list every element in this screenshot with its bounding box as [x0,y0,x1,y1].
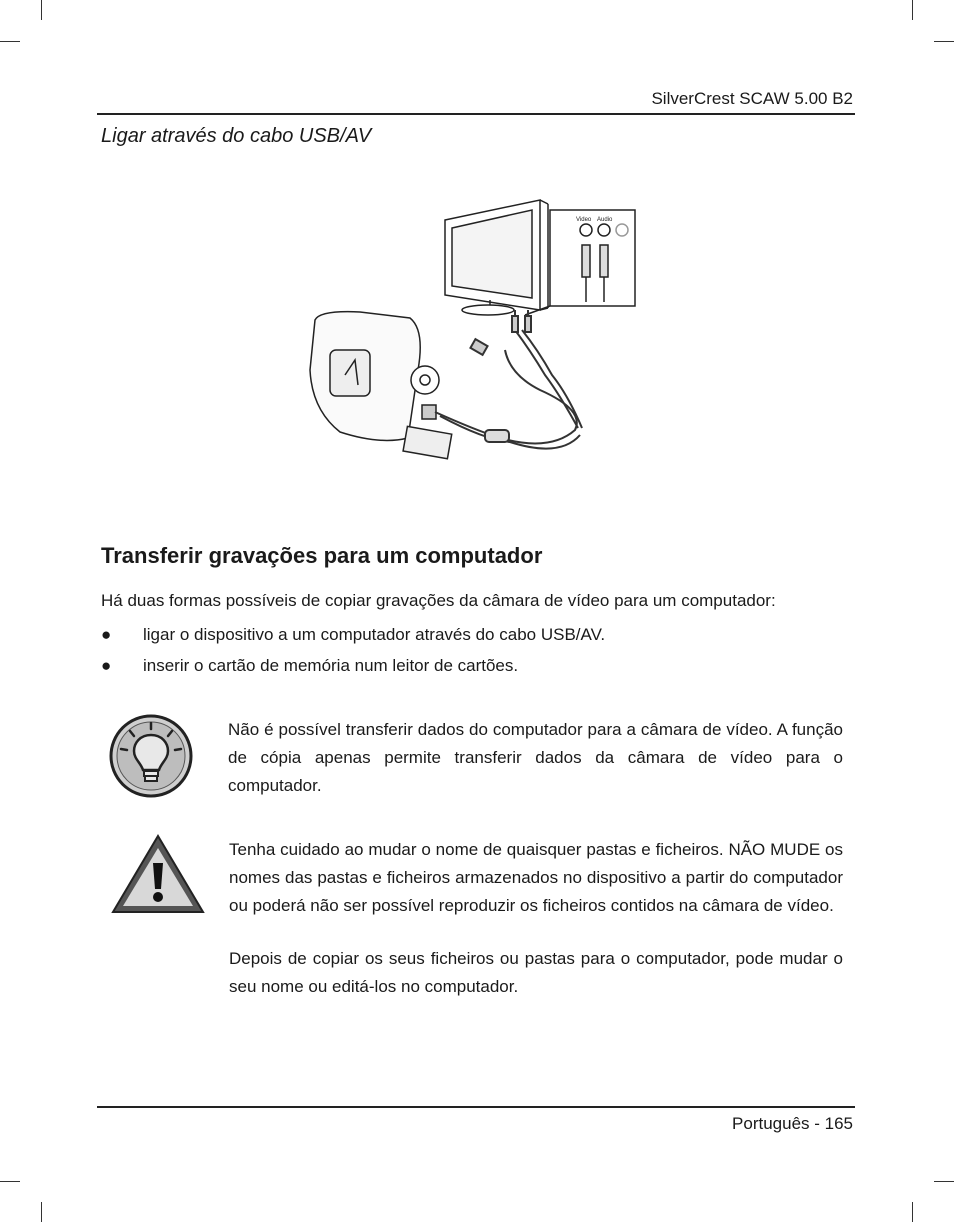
crop-mark [934,1181,954,1182]
figure-subtitle: Ligar através do cabo USB/AV [101,125,372,147]
connector-callout [525,210,635,315]
usb-av-cable [435,310,582,449]
video-jack-label: Video [576,217,592,223]
header-product-name: SilverCrest SCAW 5.00 B2 [651,89,853,108]
warning-icon [110,833,206,915]
crop-mark [0,1181,20,1182]
bullet-marker: ● [101,625,112,644]
warning-text: Tenha cuidado ao mudar o nome de quaisquer pastas e ficheiros. NÃO MUDE os nomes das pastas e ficheiros armazenados no dispositivo a partir do computador ou poderá não ser possível reproduzir os ficheiros contidos na câmara de vídeo. [229,840,843,915]
bullet-marker: ● [101,656,112,675]
lightbulb-icon [108,713,194,799]
camera-to-monitor-illustration [300,190,650,490]
crop-mark [41,1202,42,1222]
footer-rule [97,1106,855,1108]
intro-paragraph: Há duas formas possíveis de copiar gravações da câmara de vídeo para um computador: [101,591,776,610]
header-rule [97,113,855,115]
crop-mark [41,0,42,20]
crop-mark [0,41,20,42]
audio-jack-label: Audio [597,217,613,223]
crop-mark [934,41,954,42]
page-number: Português - 165 [732,1114,853,1133]
tip-text: Não é possível transferir dados do computador para a câmara de vídeo. A função de cópia apenas permite transferir dados da câmara de vídeo para o computador. [228,720,843,795]
list-item [101,656,518,676]
list-item [101,625,605,645]
monitor-illustration [445,200,548,315]
section-title: Transferir gravações para um computador [101,543,543,568]
camera-illustration [310,312,452,459]
warning-text: Depois de copiar os seus ficheiros ou pastas para o computador, pode mudar o seu nome ou editá-los no computador. [229,949,843,996]
crop-mark [912,1202,913,1222]
list-item-text: ligar o dispositivo a um computador através do cabo USB/AV. [143,625,606,644]
crop-mark [912,0,913,20]
list-item-text: inserir o cartão de memória num leitor de cartões. [143,656,519,675]
